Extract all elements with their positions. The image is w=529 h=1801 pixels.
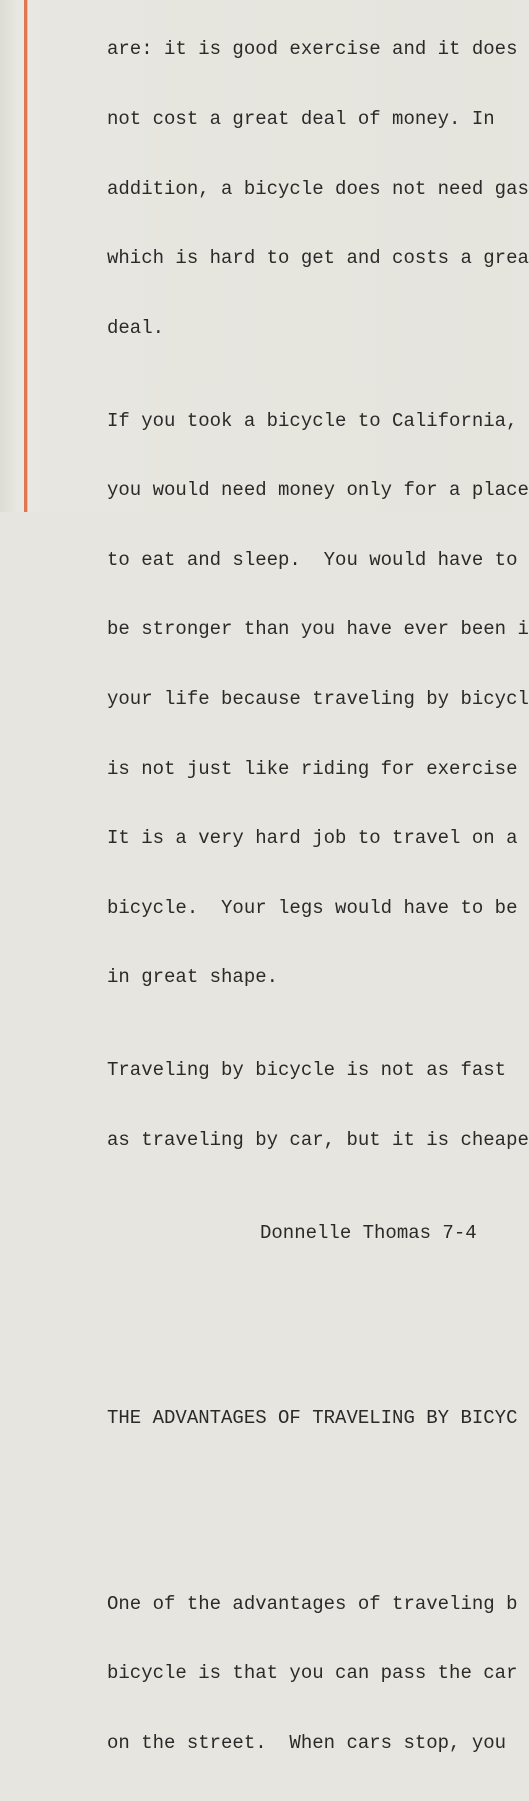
- text-line: deal.: [107, 316, 165, 339]
- text-line: not cost a great deal of money. In: [107, 108, 495, 130]
- text-line: are: it is good exercise and it does: [107, 38, 518, 61]
- text-line: is not just like riding for exercise: [107, 757, 518, 780]
- text-line: your life because traveling by bicycl: [107, 687, 529, 710]
- text-line: bicycle is that you can pass the car: [107, 1662, 518, 1685]
- text-line: which is hard to get and costs a grea: [107, 247, 529, 270]
- author-signature: Donnelle Thomas 7-4: [260, 1221, 477, 1244]
- blank-line: [107, 1500, 529, 1523]
- text-line: If you took a bicycle to California,: [107, 409, 518, 432]
- text-line: on the street. When cars stop, you: [107, 1731, 507, 1754]
- red-margin-line: [24, 0, 27, 512]
- text-line: Traveling by bicycle is not as fast: [107, 1059, 507, 1082]
- text-line: in great shape.: [107, 966, 279, 989]
- text-line: bicycle. Your legs would have to be: [107, 896, 518, 919]
- text-line: you would need money only for a place: [107, 479, 529, 502]
- text-line: as traveling by car, but it is cheape: [107, 1128, 529, 1151]
- section-heading: THE ADVANTAGES OF TRAVELING BY BICYC: [107, 1407, 518, 1430]
- text-line: One of the advantages of traveling b: [107, 1592, 518, 1615]
- blank-line: [107, 1314, 529, 1337]
- text-line: to eat and sleep. You would have to: [107, 548, 518, 571]
- typed-text-block: [107, 0, 529, 1801]
- text-line: be stronger than you have ever been i: [107, 618, 529, 641]
- text-line: addition, a bicycle does not need gas: [107, 177, 529, 200]
- text-line: It is a very hard job to travel on a: [107, 827, 518, 850]
